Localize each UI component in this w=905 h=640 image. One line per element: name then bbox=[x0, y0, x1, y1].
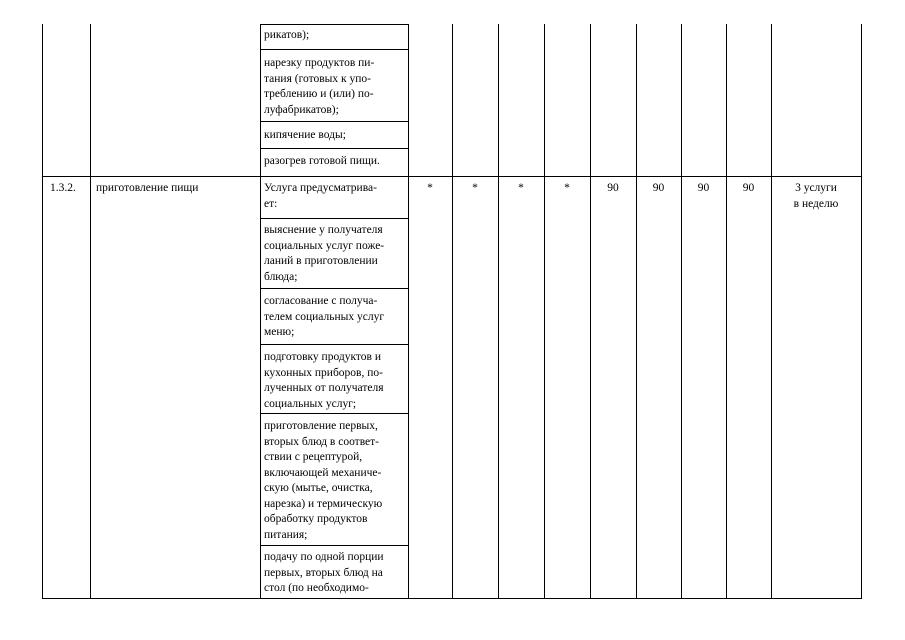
value-cell: 90 bbox=[652, 182, 665, 194]
service-item: рикатов); bbox=[264, 29, 310, 41]
item-separator bbox=[260, 344, 409, 345]
value-cell: 90 bbox=[742, 182, 755, 194]
service-item: приготовление первых, вторых блюд в соответ- ствии с рецептурой, включающей механиче- скую (мытье, очистка, нарезка) и термическую обработку продуктов питания; bbox=[264, 420, 383, 541]
value-cell: * bbox=[518, 182, 524, 194]
item-separator bbox=[260, 288, 409, 289]
column-divider bbox=[452, 24, 453, 599]
column-divider bbox=[544, 24, 545, 599]
column-divider bbox=[498, 24, 499, 599]
value-cell: * bbox=[472, 182, 478, 194]
service-item: выяснение у получателя социальных услуг поже- ланий в приготовлении блюда; bbox=[264, 224, 385, 283]
frequency-cell: 3 услуги в неделю bbox=[793, 182, 839, 210]
value-cell: 90 bbox=[697, 182, 710, 194]
column-divider bbox=[90, 24, 91, 599]
value-cell: 90 bbox=[607, 182, 619, 194]
service-item: согласование с получа- телем социальных услуг меню; bbox=[264, 295, 385, 338]
value-cell: * bbox=[564, 182, 570, 194]
column-divider bbox=[260, 24, 261, 599]
item-separator bbox=[260, 49, 409, 50]
row-separator bbox=[42, 176, 862, 177]
table-border-right bbox=[861, 24, 862, 599]
service-item: разогрев готовой пищи. bbox=[264, 155, 380, 167]
column-divider bbox=[771, 24, 772, 599]
item-separator bbox=[260, 148, 409, 149]
table-border-bottom bbox=[42, 598, 862, 599]
service-item: нарезку продуктов пи- тания (готовых к упо- треблению и (или) по- луфабрикатов); bbox=[264, 57, 375, 116]
service-item: Услуга предусматрива- ет: bbox=[264, 182, 377, 210]
column-divider bbox=[681, 24, 682, 599]
item-separator bbox=[260, 218, 409, 219]
item-separator bbox=[260, 545, 409, 546]
item-separator bbox=[260, 24, 409, 25]
row-number: 1.3.2. bbox=[50, 182, 76, 194]
item-separator bbox=[260, 121, 409, 122]
service-item: подготовку продуктов и кухонных приборов, по- лученных от получателя социальных услуг; bbox=[264, 351, 384, 410]
item-separator bbox=[260, 413, 409, 414]
service-name: приготовление пищи bbox=[96, 182, 199, 194]
column-divider bbox=[408, 24, 409, 599]
column-divider bbox=[636, 24, 637, 599]
column-divider bbox=[590, 24, 591, 599]
service-item: подачу по одной порции первых, вторых блюд на стол (по необходимо- bbox=[264, 551, 384, 594]
column-divider bbox=[726, 24, 727, 599]
table-border-left bbox=[42, 24, 43, 599]
service-item: кипячение воды; bbox=[264, 129, 346, 141]
value-cell: * bbox=[427, 182, 433, 194]
